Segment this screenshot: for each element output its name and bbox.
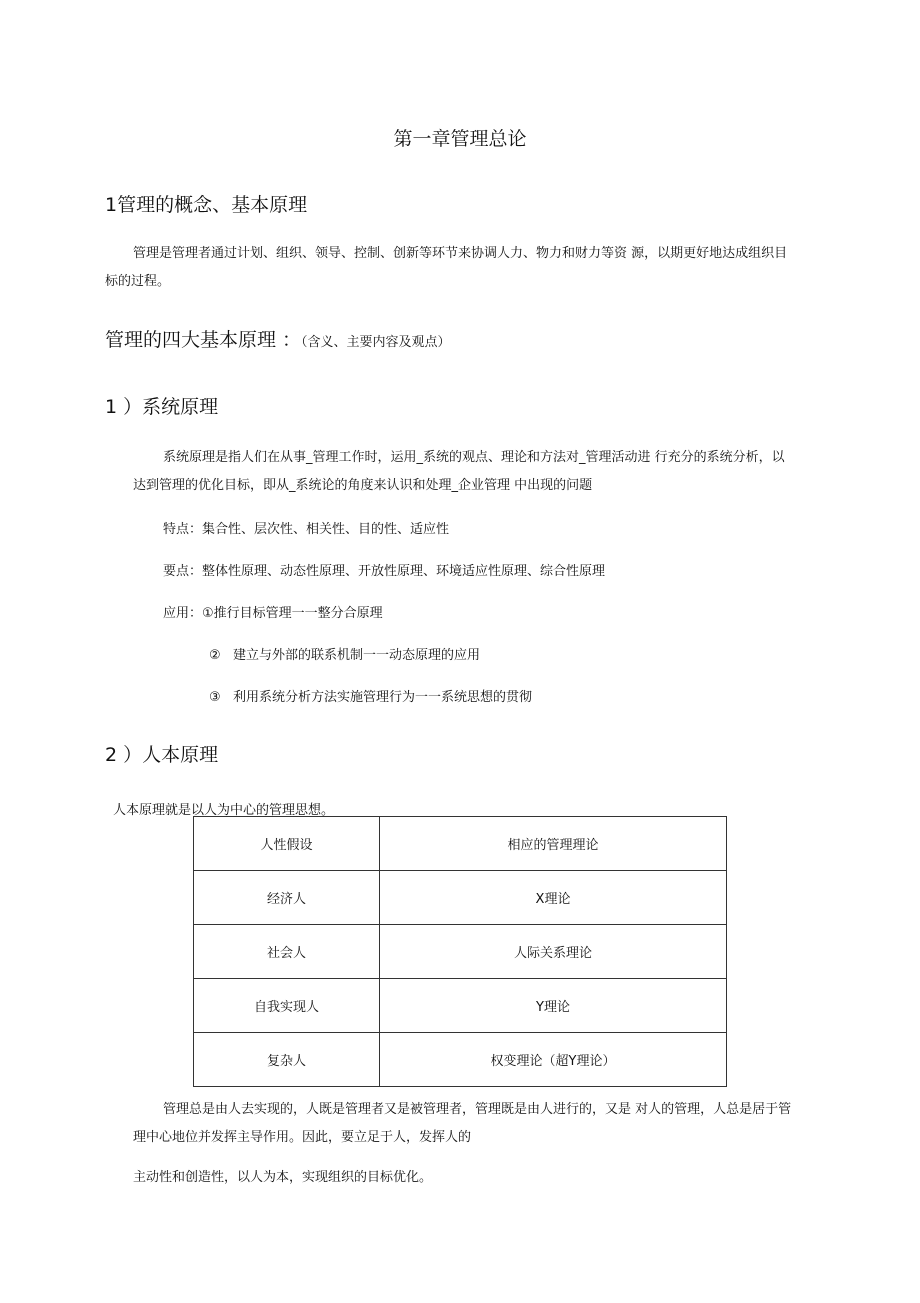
table-cell: 经济人 bbox=[194, 871, 380, 925]
table-cell: X理论 bbox=[380, 871, 727, 925]
system-principle-application-2: ② 建立与外部的联系机制一一动态原理的应用 bbox=[209, 648, 481, 663]
humanistic-conclusion-line1: 管理总是由人去实现的，人既是管理者又是被管理者，管理既是由人进行的，又是 对人的管理，人总是居于管 bbox=[163, 1102, 792, 1117]
application-label: 应用： bbox=[163, 606, 203, 621]
chapter-title: 第一章管理总论 bbox=[393, 128, 527, 150]
system-principle-features: 特点：集合性、层次性、相关性、目的性、适应性 bbox=[163, 522, 450, 537]
table-cell: 复杂人 bbox=[194, 1033, 380, 1087]
system-principle-heading: 1 ）系统原理 bbox=[105, 396, 219, 418]
system-principle-definition-line2: 达到管理的优化目标，即从_系统论的角度来认识和处理_企业管理 中出现的问题 bbox=[133, 478, 593, 493]
section-heading-management-concept: 1管理的概念、基本原理 bbox=[105, 194, 308, 216]
humanistic-principle-intro: 人本原理就是以人为中心的管理思想。 bbox=[113, 803, 335, 818]
humanistic-conclusion-line2: 理中心地位并发挥主导作用。因此，要立足于人，发挥人的 bbox=[133, 1130, 472, 1145]
system-principle-application-3: ③ 利用系统分析方法实施管理行为一一系统思想的贯彻 bbox=[209, 690, 533, 705]
table-cell: 自我实现人 bbox=[194, 979, 380, 1033]
table-row bbox=[194, 1033, 727, 1087]
four-principles-note: （含义、主要内容及观点） bbox=[301, 335, 451, 350]
humanistic-conclusion-line3: 主动性和创造性，以人为本，实现组织的目标优化。 bbox=[133, 1170, 433, 1185]
table-header-cell: 人性假设 bbox=[194, 817, 380, 871]
application-item: ①推行目标管理一一整分合原理 bbox=[202, 606, 383, 621]
humanistic-principle-heading: 2 ）人本原理 bbox=[105, 744, 219, 766]
table-row bbox=[194, 871, 727, 925]
table-cell: 人际关系理论 bbox=[380, 925, 727, 979]
table-row bbox=[194, 925, 727, 979]
four-principles-heading bbox=[105, 325, 451, 352]
four-principles-title: 管理的四大基本原理 ： bbox=[105, 329, 302, 351]
table-row bbox=[194, 979, 727, 1033]
table-cell: 权变理论（超Y理论） bbox=[380, 1033, 727, 1087]
system-principle-application-1 bbox=[163, 602, 383, 621]
system-principle-key-points: 要点：整体性原理、动态性原理、开放性原理、环境适应性原理、综合性原理 bbox=[163, 564, 606, 579]
management-definition-line1: 管理是管理者通过计划、组织、领导、控制、创新等环节来协调人力、物力和财力等资 源，以期更好地达成组织目 bbox=[133, 246, 788, 261]
table-cell: 社会人 bbox=[194, 925, 380, 979]
system-principle-definition-line1: 系统原理是指人们在从事_管理工作时，运用_系统的观点、理论和方法对_管理活动进 行充分的系统分析，以 bbox=[163, 450, 785, 465]
management-definition-line2: 标的过程。 bbox=[105, 274, 171, 289]
table-header-row bbox=[194, 817, 727, 871]
human-nature-theory-table bbox=[193, 816, 727, 1087]
table-cell: Y理论 bbox=[380, 979, 727, 1033]
table-header-cell: 相应的管理理论 bbox=[380, 817, 727, 871]
